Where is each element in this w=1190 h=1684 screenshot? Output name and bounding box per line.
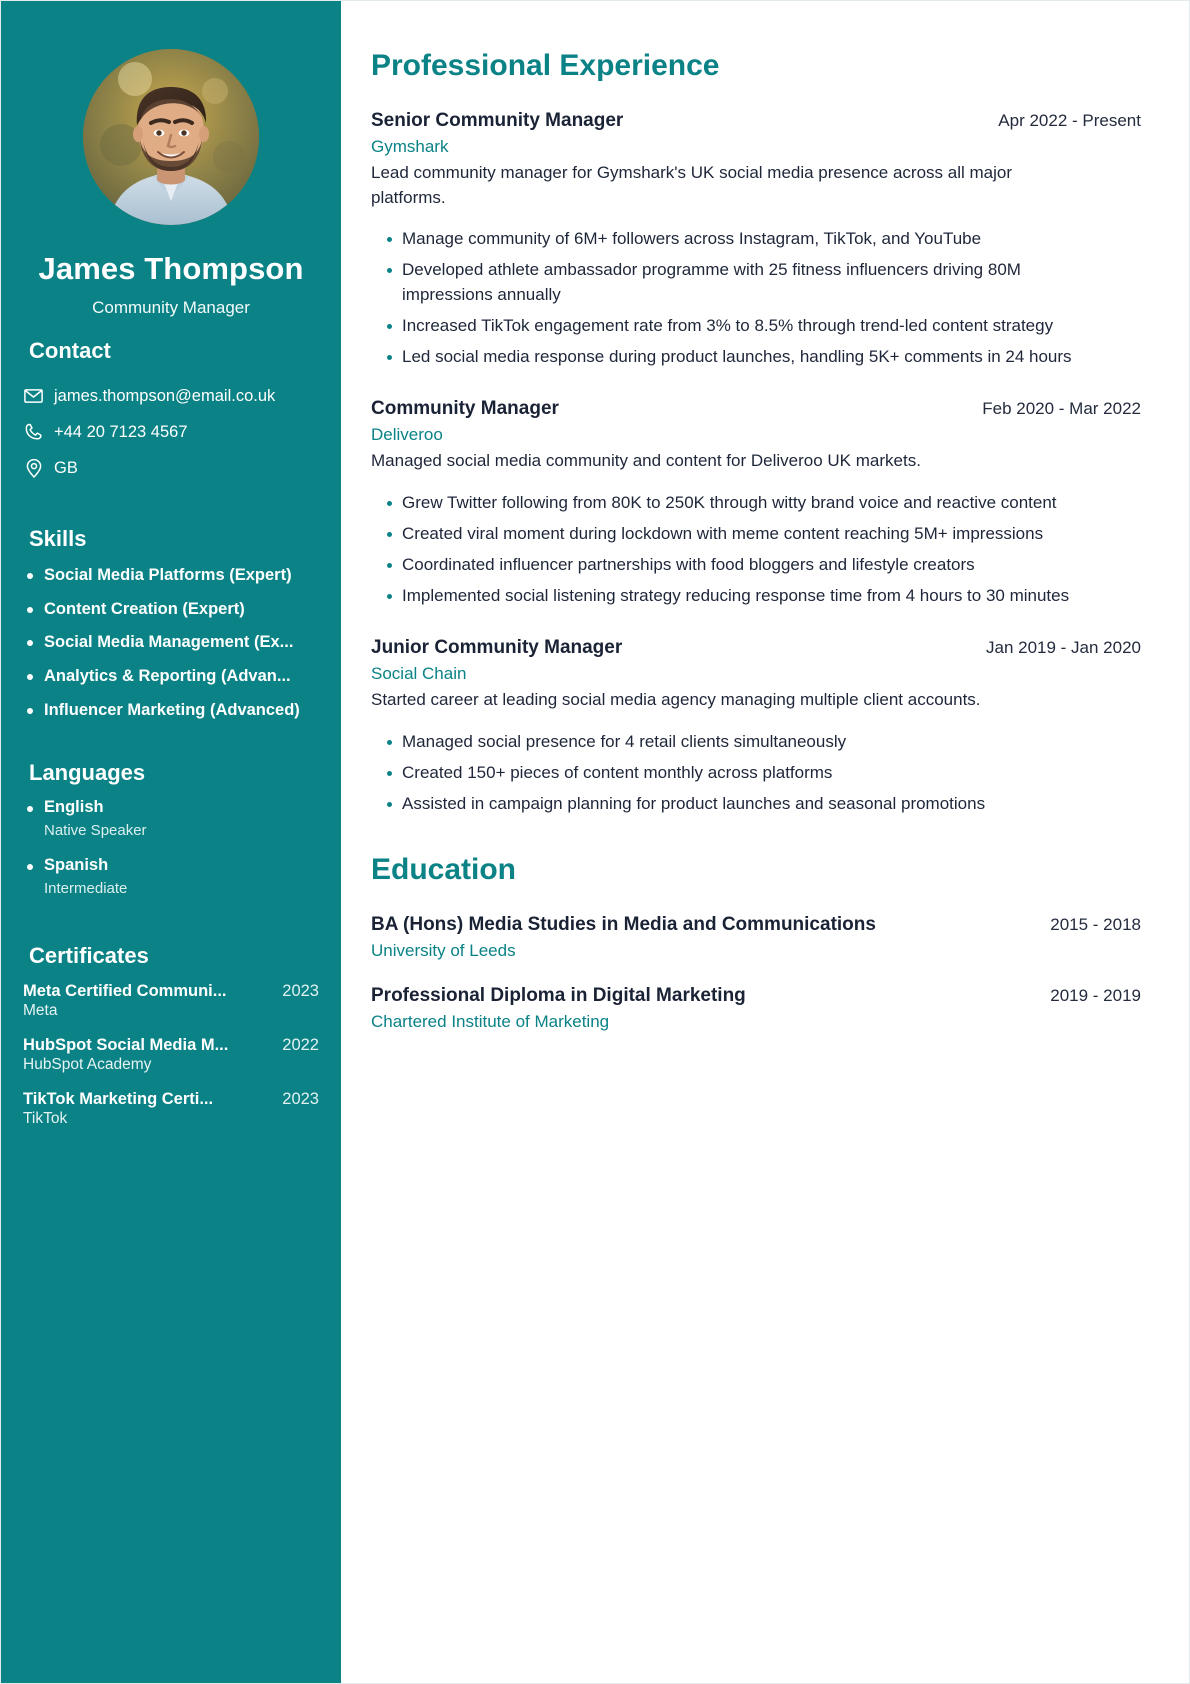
job-bullets bbox=[371, 227, 1141, 370]
certificate-item bbox=[23, 1036, 319, 1074]
job-bullet: Coordinated influencer partnerships with food bloggers and lifestyle creators bbox=[371, 553, 1102, 578]
certificate-year: 2023 bbox=[282, 981, 319, 1000]
contact-list bbox=[23, 378, 319, 486]
job-title: Junior Community Manager bbox=[371, 636, 623, 658]
job-bullets bbox=[371, 730, 1141, 817]
education-entry-header bbox=[371, 983, 1141, 1008]
job-bullet: Created viral moment during lockdown with meme content reaching 5M+ impressions bbox=[371, 522, 1102, 547]
experience-entry-header bbox=[371, 108, 1141, 133]
contact-location-value: GB bbox=[54, 458, 78, 477]
degree-title: Professional Diploma in Digital Marketing bbox=[371, 984, 746, 1006]
degree-date: 2019 - 2019 bbox=[1050, 985, 1141, 1005]
job-description: Lead community manager for Gymshark's UK social media presence across all major platforms. bbox=[371, 163, 1012, 207]
certificate-issuer: HubSpot Academy bbox=[23, 1055, 152, 1073]
job-bullet: Manage community of 6M+ followers across Instagram, TikTok, and YouTube bbox=[371, 227, 1102, 252]
job-bullet: Implemented social listening strategy reducing response time from 4 hours to 30 minutes bbox=[371, 584, 1102, 609]
education-entry bbox=[371, 983, 1141, 1032]
job-company: Deliveroo bbox=[371, 425, 443, 445]
job-bullet: Grew Twitter following from 80K to 250K through witty brand voice and reactive content bbox=[371, 491, 1102, 516]
skill-item: Influencer Marketing (Advanced) bbox=[23, 700, 319, 721]
contact-item-email[interactable] bbox=[23, 378, 319, 414]
job-bullet: Led social media response during product launches, handling 5K+ comments in 24 hours bbox=[371, 345, 1102, 370]
experience-entry bbox=[371, 396, 1141, 609]
experience-entry bbox=[371, 108, 1141, 370]
skills-list bbox=[23, 565, 319, 720]
certificate-item bbox=[23, 982, 319, 1020]
job-company: Gymshark bbox=[371, 137, 449, 157]
language-item bbox=[23, 798, 319, 839]
experience-entry-header bbox=[371, 635, 1141, 660]
experience-entry bbox=[371, 635, 1141, 817]
job-bullet: Managed social presence for 4 retail clients simultaneously bbox=[371, 730, 1102, 755]
education-section-title: Education bbox=[371, 852, 517, 886]
certificate-year: 2023 bbox=[282, 1089, 319, 1108]
skill-item: Content Creation (Expert) bbox=[23, 599, 319, 620]
contact-email-value: james.thompson@email.co.uk bbox=[54, 386, 276, 405]
certificate-issuer: Meta bbox=[23, 1001, 58, 1019]
degree-title: BA (Hons) Media Studies in Media and Communications bbox=[371, 913, 876, 935]
language-name: English bbox=[44, 798, 104, 817]
certificate-item bbox=[23, 1090, 319, 1128]
job-description: Managed social media community and content for Deliveroo UK markets. bbox=[371, 451, 921, 471]
languages-list bbox=[23, 798, 319, 897]
skill-item: Social Media Platforms (Expert) bbox=[23, 565, 319, 586]
location-pin-icon bbox=[23, 458, 44, 479]
contact-phone-value: +44 20 7123 4567 bbox=[54, 422, 188, 441]
job-bullet: Assisted in campaign planning for product launches and seasonal promotions bbox=[371, 792, 1102, 817]
certificate-header bbox=[23, 1090, 319, 1109]
job-title: Community Manager bbox=[371, 398, 559, 420]
certificate-year: 2022 bbox=[282, 1035, 319, 1054]
job-company: Social Chain bbox=[371, 664, 467, 684]
experience-section-title: Professional Experience bbox=[371, 49, 720, 82]
job-date: Apr 2022 - Present bbox=[998, 111, 1141, 130]
language-item bbox=[23, 856, 319, 897]
avatar bbox=[83, 49, 259, 225]
job-date: Jan 2019 - Jan 2020 bbox=[985, 637, 1141, 657]
language-level: Intermediate bbox=[44, 879, 128, 897]
school-name: Chartered Institute of Marketing bbox=[371, 1011, 610, 1031]
education-entry bbox=[371, 912, 1141, 961]
certificates-heading: Certificates bbox=[29, 942, 149, 968]
envelope-icon bbox=[23, 386, 44, 407]
education-entry-header bbox=[371, 912, 1141, 937]
job-bullet: Created 150+ pieces of content monthly across platforms bbox=[371, 761, 1102, 786]
certificate-title: HubSpot Social Media M... bbox=[23, 1035, 229, 1054]
language-level: Native Speaker bbox=[44, 821, 147, 839]
languages-heading: Languages bbox=[29, 760, 146, 786]
contact-item-phone[interactable] bbox=[23, 414, 319, 450]
job-bullet: Developed athlete ambassador programme with 25 fitness influencers driving 80M impressions annually bbox=[371, 258, 1102, 308]
contact-item-location[interactable] bbox=[23, 450, 319, 486]
certificate-header bbox=[23, 982, 319, 1001]
certificate-title: Meta Certified Communi... bbox=[23, 981, 227, 1000]
experience-entry-header bbox=[371, 396, 1141, 421]
job-bullet: Increased TikTok engagement rate from 3% to 8.5% through trend-led content strategy bbox=[371, 314, 1102, 339]
skill-item: Social Media Management (Ex... bbox=[23, 632, 319, 653]
certificates-list bbox=[23, 982, 319, 1128]
sidebar bbox=[1, 1, 341, 1683]
certificate-header bbox=[23, 1036, 319, 1055]
phone-icon bbox=[23, 422, 44, 443]
certificate-issuer: TikTok bbox=[23, 1109, 68, 1127]
job-description: Started career at leading social media agency managing multiple client accounts. bbox=[371, 690, 981, 710]
certificate-title: TikTok Marketing Certi... bbox=[23, 1089, 214, 1108]
job-title: Senior Community Manager bbox=[371, 110, 624, 131]
skill-item: Analytics & Reporting (Advan... bbox=[23, 666, 319, 687]
profile-photo-icon bbox=[83, 49, 259, 225]
language-name: Spanish bbox=[44, 855, 109, 874]
person-role: Community Manager bbox=[92, 298, 250, 317]
person-name: James Thompson bbox=[38, 251, 304, 286]
main-content bbox=[341, 1, 1189, 1683]
degree-date: 2015 - 2018 bbox=[1050, 914, 1141, 934]
school-name: University of Leeds bbox=[371, 940, 516, 960]
job-bullets bbox=[371, 491, 1141, 609]
skills-heading: Skills bbox=[29, 526, 87, 551]
avatar-container bbox=[23, 1, 319, 225]
job-date: Feb 2020 - Mar 2022 bbox=[982, 399, 1141, 419]
contact-heading: Contact bbox=[29, 338, 111, 363]
